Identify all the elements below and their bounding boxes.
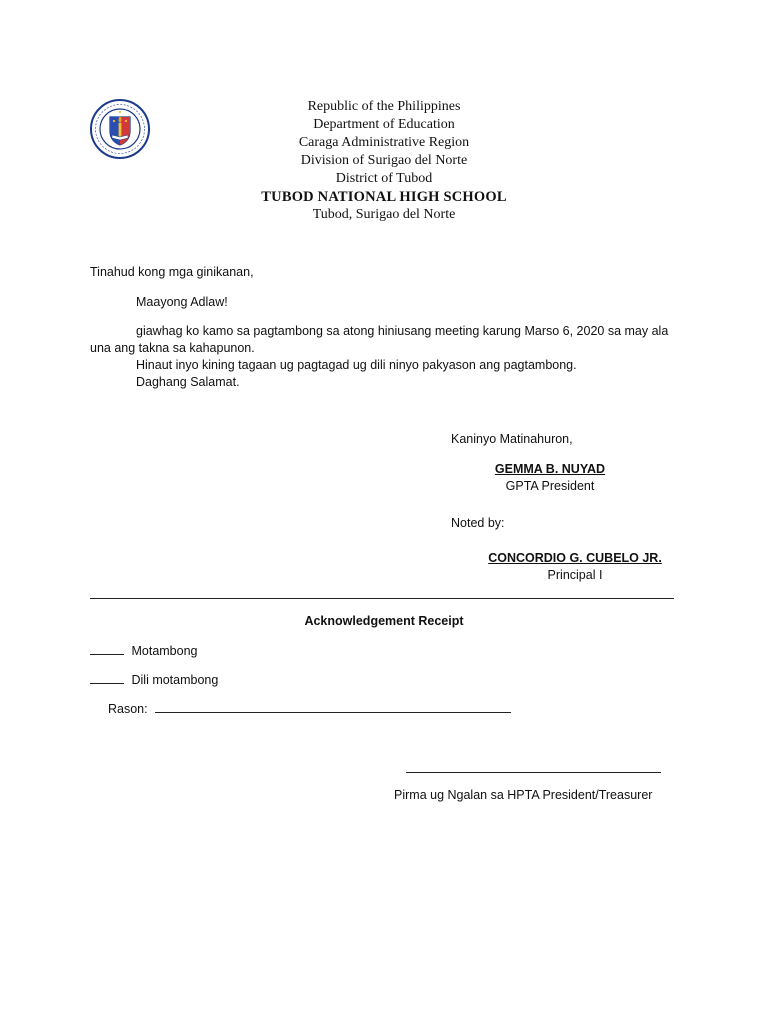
salutation: Tinahud kong mga ginikanan, [90, 265, 254, 279]
request-paragraph: Hinaut inyo kining tagaan ug pagtagad ug dili ninyo pakyason ang pagtambong. [136, 358, 577, 372]
receipt-title: Acknowledgement Receipt [304, 614, 464, 628]
attend-checkmark-blank[interactable] [90, 654, 124, 655]
complimentary-close: Kaninyo Matinahuron, [451, 432, 573, 446]
closing-thanks: Daghang Salamat. [136, 375, 240, 389]
school-address: Tubod, Surigao del Norte [312, 207, 456, 222]
signature-caption: Pirma ug Ngalan sa HPTA President/Treasurer [394, 788, 653, 802]
deped-seal-icon [90, 99, 150, 159]
reason-label: Rason: [108, 702, 148, 716]
deped-seal-graphic [90, 99, 150, 159]
invitation-paragraph: giawhag ko kamo sa pagtambong sa atong hiniusang meeting karung Marso 6, 2020 sa may ala una ang takna sa kahapunon. [90, 324, 669, 355]
not-attend-checkmark-blank[interactable] [90, 683, 124, 684]
reason-blank-line[interactable] [155, 712, 511, 713]
president-title: GPTA President [505, 479, 595, 493]
option-attend [90, 643, 198, 660]
letterhead-department: Department of Education [313, 117, 455, 132]
president-signature-block [470, 461, 630, 495]
letterhead [234, 98, 534, 224]
school-name: TUBOD NATIONAL HIGH SCHOOL [261, 189, 507, 205]
principal-signature-block [480, 550, 670, 584]
cut-line-divider [90, 598, 674, 599]
letterhead-country: Republic of the Philippines [307, 99, 461, 114]
option-not-attend-label: Dili motambong [131, 673, 219, 687]
option-not-attend [90, 672, 218, 689]
president-name: GEMMA B. NUYAD [494, 462, 606, 476]
greeting: Maayong Adlaw! [136, 295, 228, 309]
letterhead-district: District of Tubod [335, 171, 433, 186]
letterhead-region: Caraga Administrative Region [298, 135, 470, 150]
option-attend-label: Motambong [131, 644, 198, 658]
letterhead-division: Division of Surigao del Norte [300, 153, 468, 168]
noted-by-label: Noted by: [451, 516, 505, 530]
reason-row [108, 701, 515, 718]
signature-line[interactable] [406, 772, 661, 773]
principal-name: CONCORDIO G. CUBELO JR. [488, 551, 662, 565]
principal-title: Principal I [547, 568, 603, 582]
